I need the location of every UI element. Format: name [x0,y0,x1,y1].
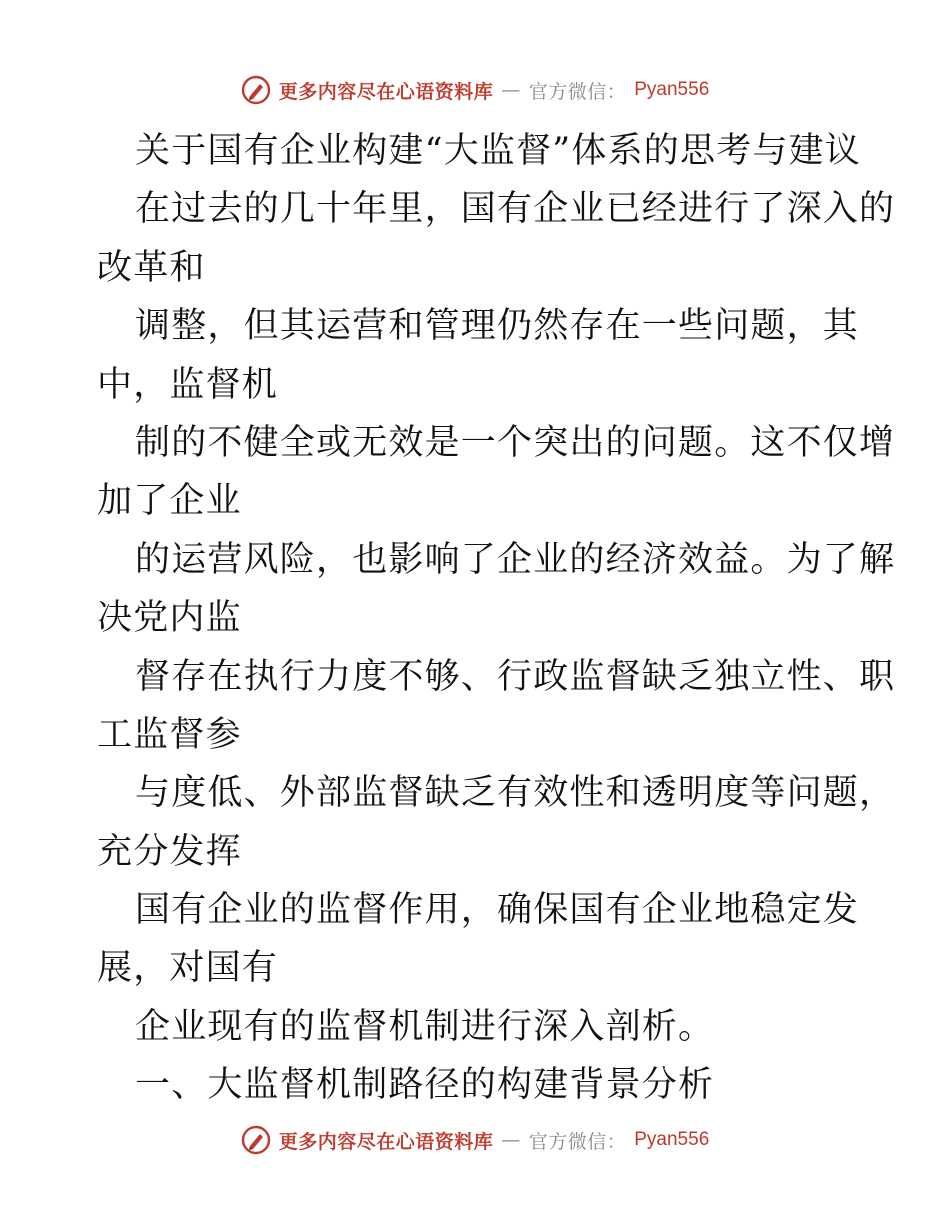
pen-logo-icon [241,75,271,105]
section-heading: 一、大监督机制路径的构建背景分析 [135,1065,715,1106]
text-line: 中，监督机 [97,364,279,405]
banner-wechat-id: Pyan556 [634,79,710,100]
text-line: 的运营风险，也影响了企业的经济效益。为了解 [135,539,896,580]
pen-logo-icon [241,1125,271,1155]
text-line: 工监督参 [97,714,242,755]
text-line: 与度低、外部监督缺乏有效性和透明度等问题， [135,773,896,814]
banner-separator: — [501,1129,521,1151]
text-line: 展，对国有 [97,948,279,989]
banner-separator: — [501,79,521,101]
header-banner [0,70,950,110]
text-line: 调整，但其运营和管理仍然存在一些问题，其 [135,306,860,347]
banner-official-label: 官方微信： [528,80,627,103]
text-line: 在过去的几十年里，国有企业已经进行了深入的 [135,189,896,230]
text-line: 加了企业 [97,481,242,522]
banner-brand-text: 更多内容尽在心语资料库 [278,1130,494,1153]
banner-official-label: 官方微信： [528,1130,627,1153]
text-line: 制的不健全或无效是一个突出的问题。这不仅增 [135,422,896,463]
text-line: 改革和 [97,247,206,288]
text-line: 充分发挥 [97,831,242,872]
text-line: 企业现有的监督机制进行深入剖析。 [135,1006,715,1047]
text-line: 国有企业的监督作用，确保国有企业地稳定发 [135,890,860,931]
banner-brand-text: 更多内容尽在心语资料库 [278,80,494,103]
text-line: 决党内监 [97,598,242,639]
banner-wechat-id: Pyan556 [634,1129,710,1150]
text-line: 督存在执行力度不够、行政监督缺乏独立性、职 [135,656,896,697]
document-title: 关于国有企业构建“大监督”体系的思考与建议 [135,131,861,171]
document-body [97,122,896,1115]
footer-banner [0,1120,950,1160]
